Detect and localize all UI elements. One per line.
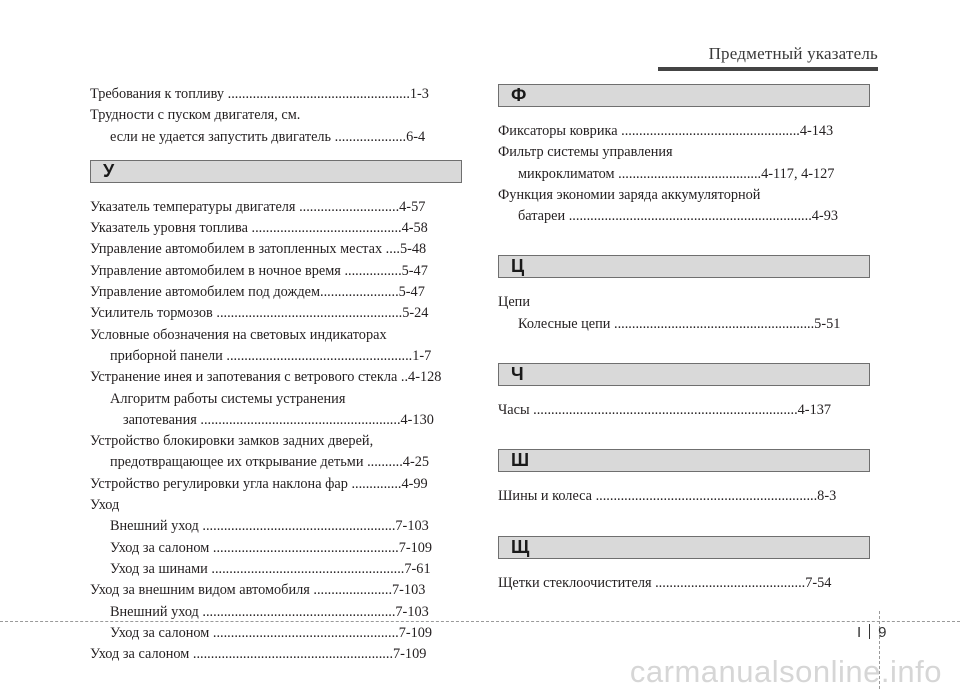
section-letter: Ш: [511, 450, 530, 471]
index-entry: Устройство блокировки замков задних дверей,: [90, 433, 374, 450]
page-header-title: Предметный указатель: [708, 44, 878, 63]
section-letter: Щ: [511, 536, 530, 557]
page-number-separator: [869, 624, 870, 639]
index-entry: Уход: [90, 497, 120, 514]
index-entry: Фильтр системы управления: [498, 144, 673, 161]
index-entry: Внешний уход ......................................................7-103: [110, 518, 429, 535]
index-entry: Указатель уровня топлива ..........................................4-58: [90, 220, 428, 237]
index-entry: батареи ....................................................................4-93: [518, 208, 838, 225]
section-index: I: [857, 624, 862, 641]
index-entry: Устройство регулировки угла наклона фар ..............4-99: [90, 475, 428, 492]
index-entry: Трудности с пуском двигателя, см.: [90, 107, 301, 124]
index-entry: микроклиматом ........................................4-117, 4-127: [518, 165, 835, 182]
index-entry: Требования к топливу ...................................................1-3: [90, 86, 429, 102]
section-letter-bar: [498, 255, 870, 278]
section-letter: У: [103, 160, 115, 181]
index-column-right: [498, 84, 870, 594]
header-rule: [658, 67, 878, 71]
index-entry: Часы ..........................................................................4-137: [498, 402, 832, 419]
index-entry: Условные обозначения на световых индикаторах: [90, 326, 387, 343]
index-entry: Внешний уход ......................................................7-103: [110, 603, 429, 620]
section-letter: Ц: [511, 256, 525, 277]
index-entry: Управление автомобилем в затопленных местах ....5-48: [90, 241, 427, 258]
section-letter: Ч: [511, 364, 524, 385]
index-entry: предотвращающее их открывание детьми ..........4-25: [110, 454, 430, 471]
section-letter-bar: [498, 363, 870, 386]
index-entry: Алгоритм работы системы устранения: [110, 390, 346, 407]
section-letter-bar: [498, 536, 870, 559]
index-entry: Усилитель тормозов ....................................................5-24: [90, 305, 429, 322]
index-entry: Уход за салоном ........................................................7-109: [90, 646, 427, 663]
index-entry: Колесные цепи ........................................................5-51: [518, 315, 841, 332]
index-entry: Уход за внешним видом автомобиля ......................7-103: [90, 582, 426, 599]
index-entry: Щетки стеклоочистителя ..........................................7-54: [498, 574, 832, 591]
index-entry: Управление автомобилем под дождем......................5-47: [90, 284, 425, 301]
section-letter-bar: [498, 84, 870, 107]
index-entry: Функция экономии заряда аккумуляторной: [498, 186, 761, 203]
index-entry: Управление автомобилем в ночное время ................5-47: [90, 262, 428, 279]
section-letter-bar: [498, 449, 870, 472]
index-entry: Шины и колеса ..............................................................8-3: [498, 488, 837, 505]
index-entry: запотевания ........................................................4-130: [123, 411, 434, 428]
index-entry: Устранение инея и запотевания с ветрового стекла ..4-128: [90, 369, 442, 386]
page-number: [857, 624, 887, 641]
index-entry: если не удается запустить двигатель ....................6-4: [110, 128, 426, 145]
entries: [90, 197, 462, 666]
section-letter: Ф: [511, 85, 527, 105]
index-entry: Уход за салоном ....................................................7-109: [110, 539, 433, 556]
pre-entries: [90, 84, 462, 148]
watermark: carmanualsonline.info: [629, 654, 942, 689]
index-entry: Цепи: [498, 294, 530, 311]
index-entry: Фиксаторы коврика ..................................................4-143: [498, 123, 834, 139]
footer-rule: [0, 621, 960, 622]
page-index: 9: [878, 624, 887, 641]
index-entry: приборной панели ....................................................1-7: [110, 347, 432, 364]
index-entry: Уход за шинами ......................................................7-61: [110, 560, 431, 577]
index-column-left: [90, 84, 462, 665]
index-entry: Уход за салоном ....................................................7-109: [110, 624, 433, 641]
index-entry: Указатель температуры двигателя ............................4-57: [90, 198, 426, 215]
section-letter-bar-u: [90, 160, 462, 183]
